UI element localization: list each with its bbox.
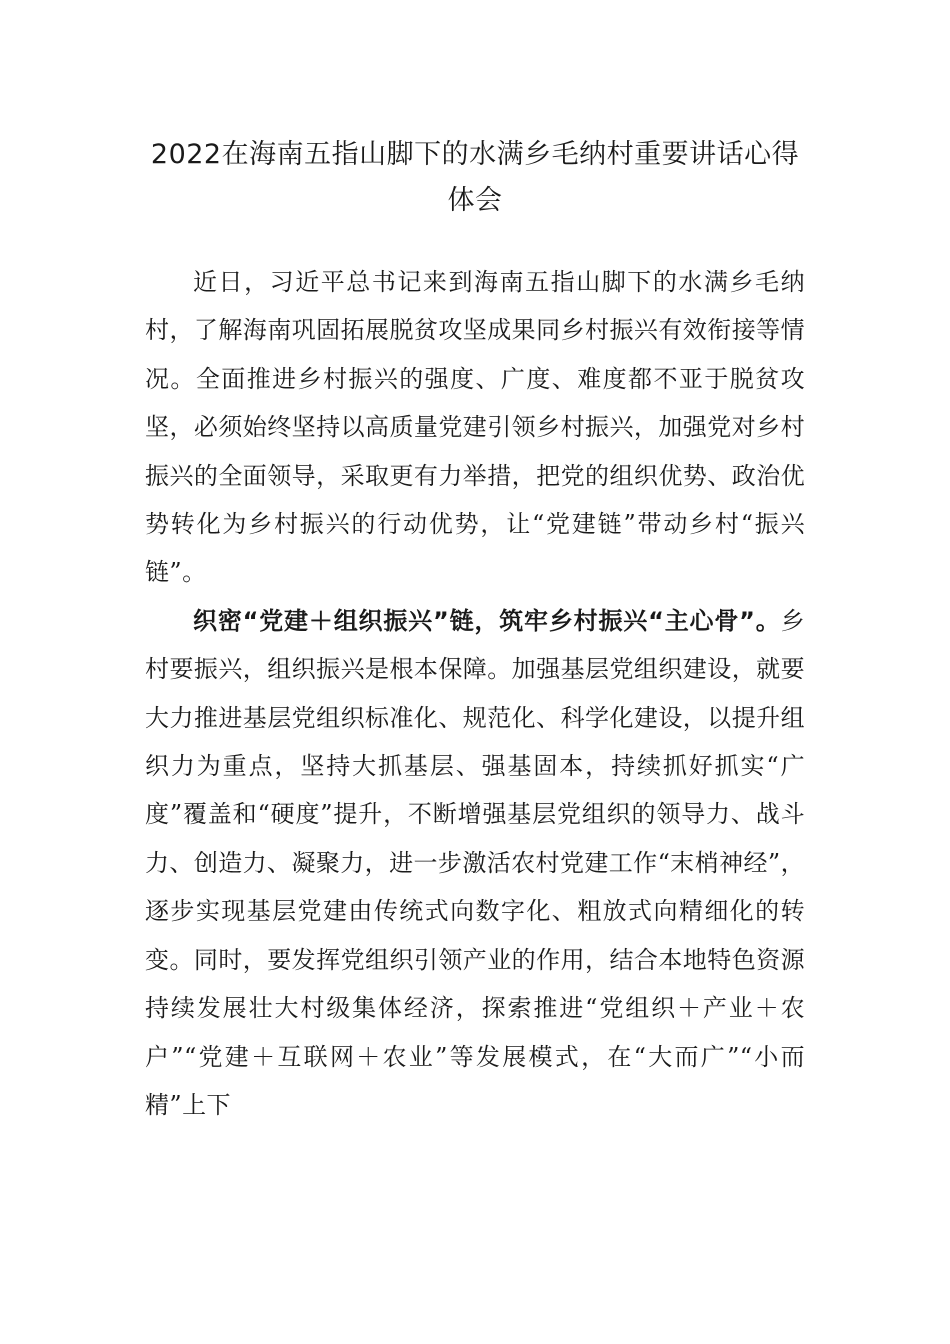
paragraph-intro (145, 258, 805, 597)
paragraph-organization-revitalization (145, 597, 805, 1129)
paragraph-intro-text: 近日，习近平总书记来到海南五指山脚下的水满乡毛纳村，了解海南巩固拓展脱贫攻坚成果同乡村振兴有效衔接等情况。全面推进乡村振兴的强度、广度、难度都不亚于脱贫攻坚，必须始终坚持以高质量党建引领乡村振兴，加强党对乡村振兴的全面领导，采取更有力举措，把党的组织优势、政治优势转化为乡村振兴的行动优势，让“党建链”带动乡村“振兴链”。 (145, 268, 805, 587)
document-body (145, 258, 805, 1129)
document-title: 2022在海南五指山脚下的水满乡毛纳村重要讲话心得体会 (150, 139, 800, 216)
paragraph-organization-text: 乡村要振兴，组织振兴是根本保障。加强基层党组织建设，就要大力推进基层党组织标准化、规范化、科学化建设，以提升组织力为重点，坚持大抓基层、强基固本，持续抓好抓实“广度”覆盖和“硬度”提升，不断增强基层党组织的领导力、战斗力、创造力、凝聚力，进一步激活农村党建工作“末梢神经”，逐步实现基层党建由传统式向数字化、粗放式向精细化的转变。同时，要发挥党组织引领产业的作用，结合本地特色资源持续发展壮大村级集体经济，探索推进“党组织＋产业＋农户”“党建＋互联网＋农业”等发展模式，在“大而广”“小而精”上下 (145, 606, 805, 1119)
paragraph-lead-heading: 织密“党建＋组织振兴”链，筑牢乡村振兴“主心骨”。 (193, 606, 781, 635)
